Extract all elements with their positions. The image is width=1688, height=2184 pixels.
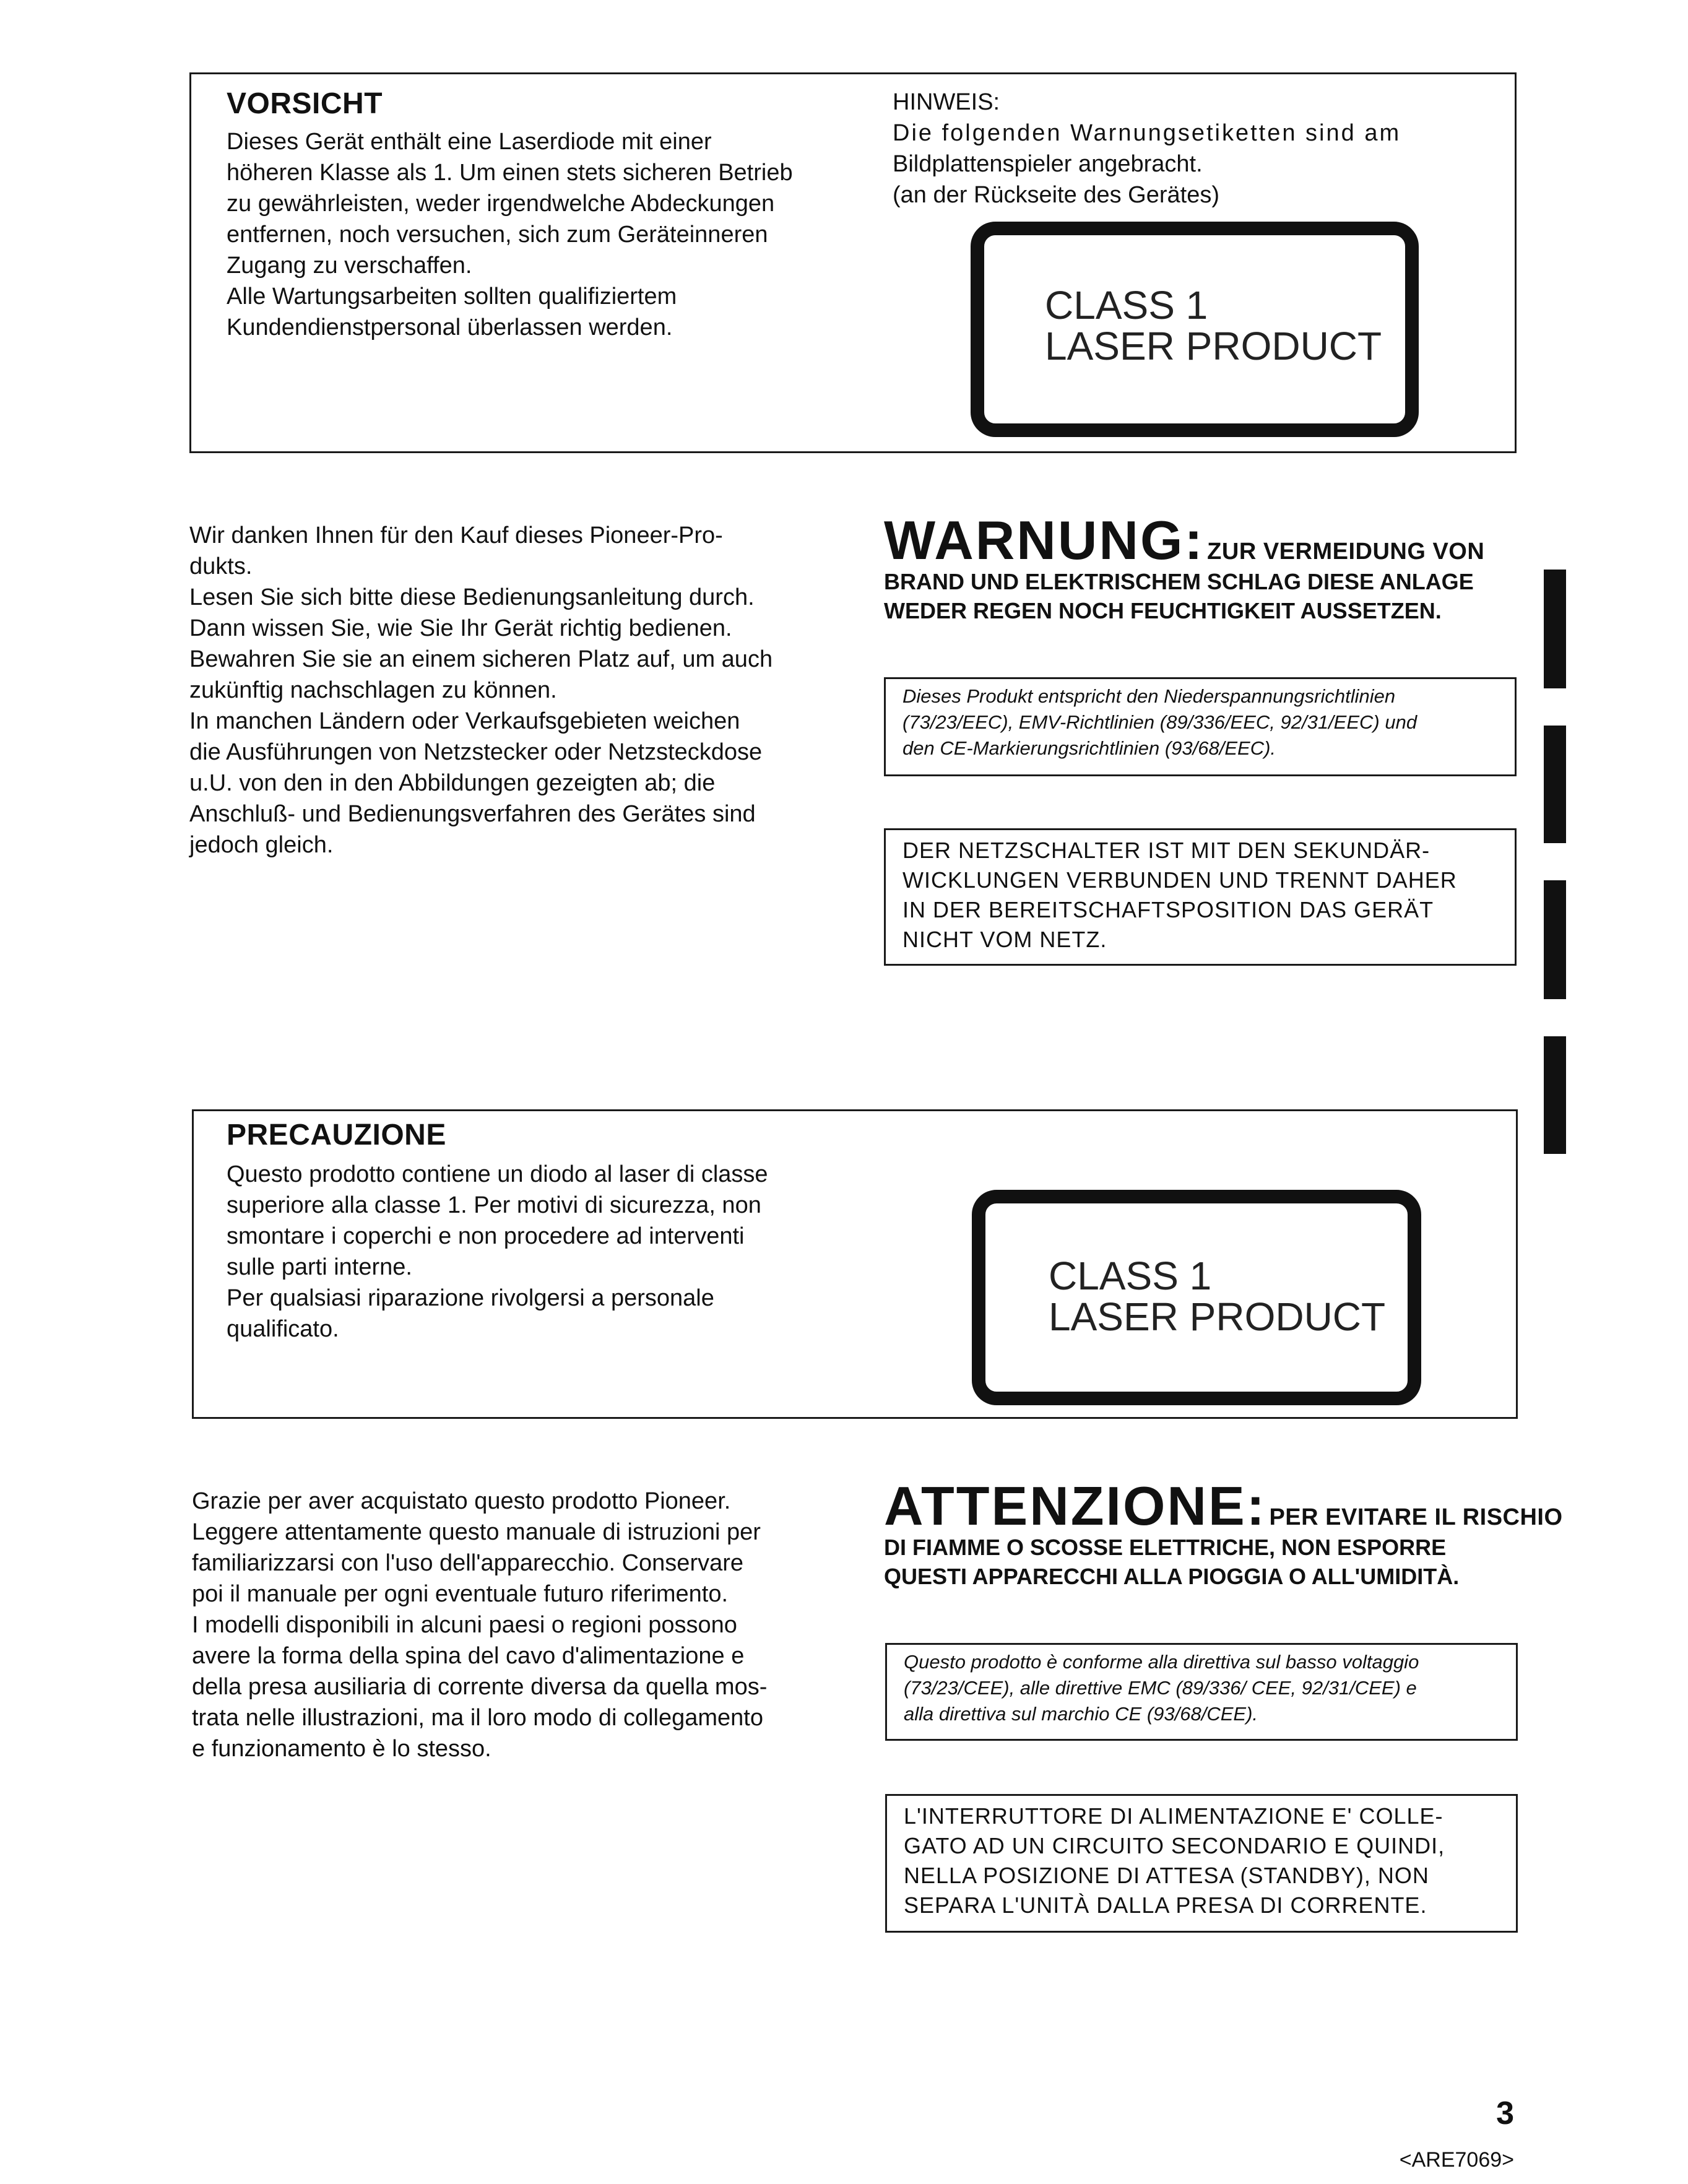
laser-label-it-text <box>1049 1255 1385 1337</box>
attenzione-big: ATTENZIONE: <box>884 1475 1266 1536</box>
page-number: 3 <box>1496 2095 1514 2131</box>
thanks-line: Lesen Sie sich bitte diese Bedienungsanleitung durch. <box>189 584 755 610</box>
hinweis-line: Die folgenden Warnungsetiketten sind am <box>893 120 1401 146</box>
vorsicht-line: Zugang zu verschaffen. <box>227 253 472 279</box>
thanks-line: familiarizzarsi con l'uso dell'apparecchio. Conservare <box>192 1550 744 1576</box>
vorsicht-line: Alle Wartungsarbeiten sollten qualifiziertem <box>227 284 677 310</box>
directive-de <box>902 683 1515 761</box>
switch-line: NELLA POSIZIONE DI ATTESA (STANDBY), NON <box>904 1863 1429 1888</box>
precauzione-line: sulle parti interne. <box>227 1254 412 1280</box>
warnung-line: WEDER REGEN NOCH FEUCHTIGKEIT AUSSETZEN. <box>884 598 1442 623</box>
warnung-line: BRAND UND ELEKTRISCHEM SCHLAG DIESE ANLAGE <box>884 569 1474 594</box>
hinweis-title: HINWEIS: <box>893 89 1000 115</box>
switch-line: GATO AD UN CIRCUITO SECONDARIO E QUINDI, <box>904 1833 1445 1858</box>
attenzione-text <box>884 1533 1534 1591</box>
vorsicht-line: entfernen, noch versuchen, sich zum Geräteinneren <box>227 222 768 248</box>
thanks-line: Anschluß- und Bedienungsverfahren des Gerätes sind <box>189 801 756 827</box>
precauzione-text <box>227 1159 833 1345</box>
hinweis-line: Bildplattenspieler angebracht. <box>893 151 1203 177</box>
attenzione-small: PER EVITARE IL RISCHIO <box>1269 1504 1563 1530</box>
switch-de <box>902 836 1515 955</box>
vorsicht-line: zu gewährleisten, weder irgendwelche Abdeckungen <box>227 191 775 217</box>
laser-label-de-text <box>1045 285 1382 366</box>
thanks-de <box>189 520 821 860</box>
thanks-line: poi il manuale per ogni eventuale futuro riferimento. <box>192 1581 729 1607</box>
precauzione-title: PRECAUZIONE <box>227 1119 446 1151</box>
vorsicht-line: Kundendienstpersonal überlassen werden. <box>227 314 673 340</box>
thanks-line: Grazie per aver acquistato questo prodotto Pioneer. <box>192 1488 731 1514</box>
vorsicht-line: höheren Klasse als 1. Um einen stets sicheren Betrieb <box>227 160 793 186</box>
hinweis-line: (an der Rückseite des Gerätes) <box>893 182 1220 208</box>
thanks-it <box>192 1486 823 1764</box>
switch-it <box>904 1801 1517 1920</box>
switch-line: IN DER BEREITSCHAFTSPOSITION DAS GERÄT <box>902 897 1434 922</box>
thanks-line: della presa ausiliaria di corrente diversa da quella mos- <box>192 1674 768 1700</box>
section-tab <box>1544 570 1566 688</box>
directive-line: Dieses Produkt entspricht den Niederspannungsrichtlinien <box>902 685 1396 707</box>
thanks-line: e funzionamento è lo stesso. <box>192 1736 491 1762</box>
precauzione-line: Questo prodotto contiene un diodo al laser di classe <box>227 1161 768 1187</box>
thanks-line: trata nelle illustrazioni, ma il loro modo di collegamento <box>192 1705 764 1731</box>
warnung-small: ZUR VERMEIDUNG VON <box>1207 539 1485 565</box>
thanks-line: Leggere attentamente questo manuale di istruzioni per <box>192 1519 761 1545</box>
directive-line: (73/23/CEE), alle direttive EMC (89/336/ CEE, 92/31/CEE) e <box>904 1677 1417 1699</box>
directive-line: den CE-Markierungsrichtlinien (93/68/EEC). <box>902 737 1276 759</box>
directive-line: (73/23/EEC), EMV-Richtlinien (89/336/EEC, 92/31/EEC) und <box>902 711 1417 733</box>
doc-code: <ARE7069> <box>1399 2148 1514 2172</box>
switch-line: WICKLUNGEN VERBUNDEN UND TRENNT DAHER <box>902 867 1457 893</box>
thanks-line: zukünftig nachschlagen zu können. <box>189 677 557 703</box>
warnung-text <box>884 567 1534 625</box>
thanks-line: In manchen Ländern oder Verkaufsgebieten weichen <box>189 708 740 734</box>
thanks-line: Bewahren Sie sie an einem sicheren Platz auf, um auch <box>189 646 773 672</box>
laser-label-class: CLASS 1 <box>1045 283 1208 327</box>
laser-label-product: LASER PRODUCT <box>1045 324 1382 368</box>
precauzione-line: smontare i coperchi e non procedere ad interventi <box>227 1223 745 1249</box>
switch-line: DER NETZSCHALTER IST MIT DEN SEKUNDÄR- <box>902 838 1430 863</box>
vorsicht-line: Dieses Gerät enthält eine Laserdiode mit einer <box>227 129 712 155</box>
switch-line: SEPARA L'UNITÀ DALLA PRESA DI CORRENTE. <box>904 1892 1427 1918</box>
thanks-line: Dann wissen Sie, wie Sie Ihr Gerät richtig bedienen. <box>189 615 732 641</box>
warnung-heading <box>884 509 1485 571</box>
laser-label-class: CLASS 1 <box>1049 1254 1212 1298</box>
attenzione-line: DI FIAMME O SCOSSE ELETTRICHE, NON ESPORRE <box>884 1535 1447 1560</box>
precauzione-line: qualificato. <box>227 1316 339 1342</box>
directive-it <box>904 1649 1517 1727</box>
directive-line: alla direttiva sul marchio CE (93/68/CEE). <box>904 1703 1258 1725</box>
attenzione-line: QUESTI APPARECCHI ALLA PIOGGIA O ALL'UMIDITÀ. <box>884 1564 1460 1589</box>
section-tab <box>1544 726 1566 843</box>
vorsicht-text <box>227 126 833 343</box>
hinweis-note <box>893 87 1499 210</box>
vorsicht-title: VORSICHT <box>227 87 383 120</box>
thanks-line: jedoch gleich. <box>189 832 334 858</box>
precauzione-line: superiore alla classe 1. Per motivi di sicurezza, non <box>227 1192 761 1218</box>
thanks-line: I modelli disponibili in alcuni paesi o regioni possono <box>192 1612 737 1638</box>
switch-line: NICHT VOM NETZ. <box>902 927 1107 952</box>
directive-line: Questo prodotto è conforme alla direttiva sul basso voltaggio <box>904 1651 1419 1673</box>
precauzione-line: Per qualsiasi riparazione rivolgersi a personale <box>227 1285 714 1311</box>
thanks-line: dukts. <box>189 553 253 579</box>
section-tab <box>1544 880 1566 999</box>
thanks-line: avere la forma della spina del cavo d'alimentazione e <box>192 1643 745 1669</box>
attenzione-heading <box>884 1475 1563 1536</box>
thanks-line: Wir danken Ihnen für den Kauf dieses Pioneer-Pro- <box>189 522 723 548</box>
section-tab <box>1544 1036 1566 1154</box>
thanks-line: u.U. von den in den Abbildungen gezeigten ab; die <box>189 770 716 796</box>
laser-label-product: LASER PRODUCT <box>1049 1294 1386 1339</box>
switch-line: L'INTERRUTTORE DI ALIMENTAZIONE E' COLLE- <box>904 1803 1443 1829</box>
warnung-big: WARNUNG: <box>884 509 1205 571</box>
thanks-line: die Ausführungen von Netzstecker oder Netzsteckdose <box>189 739 763 765</box>
